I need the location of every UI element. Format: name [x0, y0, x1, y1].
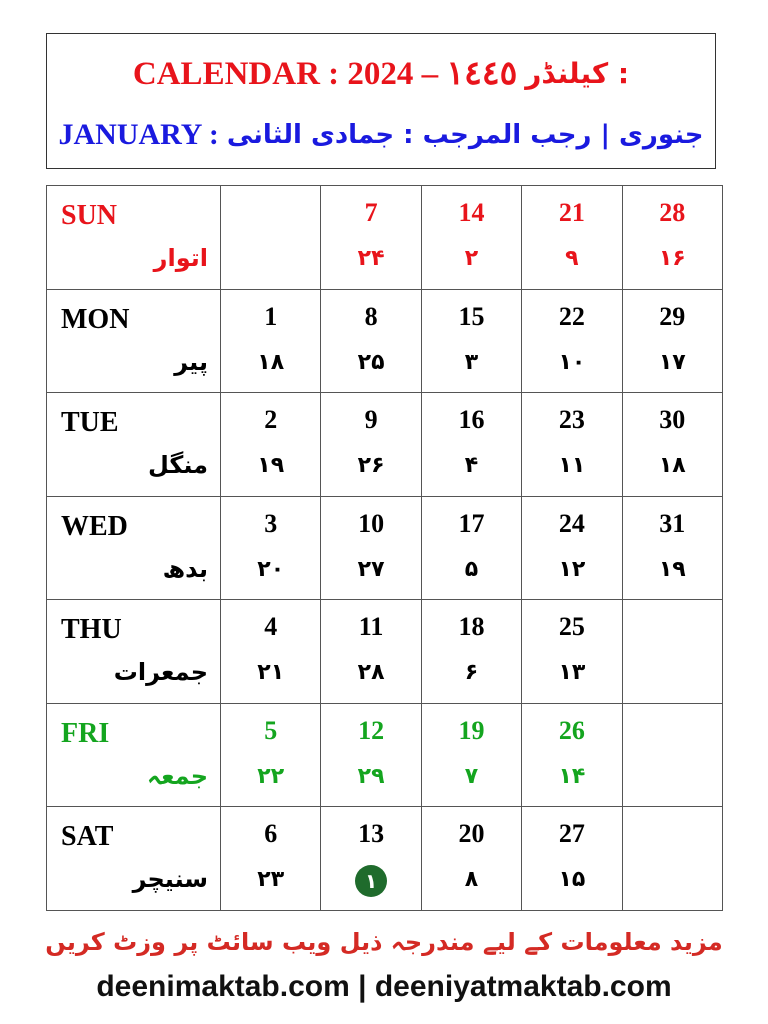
- day-label-cell: [47, 496, 221, 600]
- week-row-sat: [47, 807, 723, 911]
- hijri-date: ۲۹: [357, 763, 385, 789]
- gregorian-date: 31: [659, 508, 686, 538]
- title-urdu: : کیلنڈر: [525, 56, 630, 90]
- date-cell: [622, 600, 722, 704]
- title-english: CALENDAR : 2024 – ١٤٤٥: [132, 56, 518, 92]
- date-cell: [622, 496, 722, 600]
- gregorian-date: 30: [659, 405, 686, 434]
- date-cell: [221, 186, 321, 290]
- day-name-english: SUN: [61, 200, 118, 231]
- date-cell: [321, 289, 421, 393]
- calendar-body: [47, 186, 723, 911]
- hijri-date: ۷: [464, 763, 479, 789]
- gregorian-date: 4: [264, 612, 278, 641]
- month-english: JANUARY :: [58, 118, 219, 151]
- hijri-date: ۱۰: [558, 349, 586, 375]
- date-cell: [622, 807, 722, 911]
- gregorian-date: 1: [264, 301, 278, 331]
- date-cell: [321, 393, 421, 497]
- date-cell: [321, 807, 421, 911]
- gregorian-date: 8: [364, 301, 378, 331]
- gregorian-date: 5: [264, 715, 278, 745]
- gregorian-date: 22: [558, 301, 585, 331]
- day-name-urdu: اتوار: [153, 244, 208, 272]
- day-name-urdu: جمعہ: [147, 761, 208, 790]
- gregorian-date: 27: [558, 819, 585, 848]
- gregorian-date: 3: [264, 508, 278, 538]
- date-cell: [321, 496, 421, 600]
- gregorian-date: 12: [358, 715, 385, 745]
- hijri-date: ۳: [464, 349, 479, 375]
- date-cell: [421, 289, 521, 393]
- week-row-mon: [47, 289, 723, 393]
- calendar-grid: [46, 185, 723, 911]
- hijri-date: ۲۲: [257, 763, 285, 789]
- date-cell: [522, 703, 622, 807]
- gregorian-date: 20: [458, 819, 485, 848]
- date-cell: [622, 393, 722, 497]
- day-label-cell: [47, 600, 221, 704]
- date-cell: [221, 393, 321, 497]
- gregorian-date: 13: [358, 819, 385, 848]
- gregorian-date: 29: [659, 301, 686, 331]
- day-name-urdu: منگل: [147, 451, 208, 479]
- gregorian-date: 25: [558, 612, 585, 641]
- new-month-badge: ۱: [355, 865, 387, 897]
- day-name-urdu: جمعرات: [113, 658, 208, 686]
- hijri-date: ۵: [464, 556, 479, 582]
- day-name-urdu: سنیچر: [132, 865, 208, 893]
- day-name-english: WED: [61, 510, 128, 542]
- gregorian-date: 14: [458, 198, 485, 227]
- gregorian-date: 10: [358, 508, 385, 538]
- calendar-header: [46, 33, 716, 169]
- gregorian-date: 26: [558, 715, 585, 745]
- date-cell: [622, 289, 722, 393]
- week-row-thu: [47, 600, 723, 704]
- date-cell: [522, 807, 622, 911]
- week-row-sun: [47, 186, 723, 290]
- gregorian-date: 17: [458, 508, 485, 538]
- hijri-date: ۹: [565, 246, 579, 271]
- day-name-english: THU: [61, 614, 122, 645]
- hijri-date: ۲۷: [357, 556, 385, 582]
- header-title: [47, 48, 715, 98]
- date-cell: [522, 289, 622, 393]
- hijri-date: ۲۱: [257, 660, 285, 685]
- hijri-date: ۶: [464, 660, 479, 685]
- date-cell: [321, 186, 421, 290]
- day-label-cell: [47, 703, 221, 807]
- day-name-urdu: بدھ: [162, 554, 208, 583]
- hijri-date: ۱۸: [658, 453, 686, 478]
- gregorian-date: 6: [264, 819, 278, 848]
- day-label-cell: [47, 393, 221, 497]
- gregorian-date: 7: [364, 198, 378, 227]
- date-cell: [522, 186, 622, 290]
- week-row-tue: [47, 393, 723, 497]
- gregorian-date: 2: [264, 405, 278, 434]
- gregorian-date: 28: [659, 198, 686, 227]
- hijri-date: ۲۶: [357, 453, 385, 478]
- hijri-date: ۱۱: [558, 453, 586, 478]
- month-urdu: جنوری | رجب المرجب : جمادی الثانی: [226, 120, 704, 150]
- day-name-urdu: پیر: [174, 347, 208, 376]
- hijri-date: ۱۶: [658, 246, 686, 271]
- footer-websites[interactable]: deenimaktab.com | deeniyatmaktab.com: [96, 970, 672, 1003]
- date-cell: [522, 393, 622, 497]
- date-cell: [221, 807, 321, 911]
- week-row-fri: [47, 703, 723, 807]
- date-cell: [321, 600, 421, 704]
- gregorian-date: 24: [558, 508, 585, 538]
- date-cell: [221, 600, 321, 704]
- day-label-cell: [47, 186, 221, 290]
- date-cell: [221, 289, 321, 393]
- footer-note: مزید معلومات کے لیے مندرجہ ذیل ویب سائٹ پر وزٹ کریں: [45, 928, 723, 956]
- date-cell: [622, 703, 722, 807]
- day-name-english: SAT: [61, 821, 114, 852]
- hijri-date: ۲۸: [357, 660, 385, 685]
- hijri-date: ۱۸: [257, 349, 285, 375]
- hijri-date: ۲۰: [257, 556, 285, 582]
- gregorian-date: 23: [558, 405, 585, 434]
- date-cell: [221, 496, 321, 600]
- date-cell: [421, 807, 521, 911]
- day-name-english: FRI: [61, 717, 110, 749]
- hijri-date: ۱۹: [658, 556, 686, 582]
- date-cell: [421, 186, 521, 290]
- date-cell: [421, 703, 521, 807]
- date-cell: [221, 703, 321, 807]
- day-name-english: TUE: [61, 407, 119, 438]
- day-label-cell: [47, 807, 221, 911]
- week-row-wed: [47, 496, 723, 600]
- day-label-cell: [47, 289, 221, 393]
- date-cell: [522, 600, 622, 704]
- gregorian-date: 11: [358, 612, 384, 641]
- gregorian-date: 18: [458, 612, 485, 641]
- hijri-date: ۱۵: [558, 867, 586, 892]
- header-subtitle: [47, 112, 715, 158]
- date-cell: [421, 393, 521, 497]
- hijri-date: ۱۷: [658, 349, 686, 375]
- gregorian-date: 21: [558, 198, 585, 227]
- date-cell: [321, 703, 421, 807]
- hijri-date: ۴: [464, 453, 479, 478]
- hijri-date: ۲: [464, 246, 479, 271]
- hijri-date: ۲۵: [357, 349, 385, 375]
- gregorian-date: 15: [458, 301, 485, 331]
- gregorian-date: 16: [458, 405, 485, 434]
- date-cell: [421, 600, 521, 704]
- hijri-date: ۱۲: [558, 556, 586, 582]
- day-name-english: MON: [61, 303, 130, 335]
- hijri-date: ۱۴: [558, 763, 586, 789]
- hijri-date: ۲۳: [257, 867, 285, 892]
- gregorian-date: 9: [364, 405, 378, 434]
- date-cell: [622, 186, 722, 290]
- date-cell: [522, 496, 622, 600]
- hijri-date: ۱۹: [257, 453, 285, 478]
- date-cell: [421, 496, 521, 600]
- hijri-date: ۱۳: [558, 660, 586, 685]
- hijri-date: ۸: [464, 867, 479, 892]
- gregorian-date: 19: [458, 715, 485, 745]
- hijri-date: ۲۴: [357, 246, 385, 271]
